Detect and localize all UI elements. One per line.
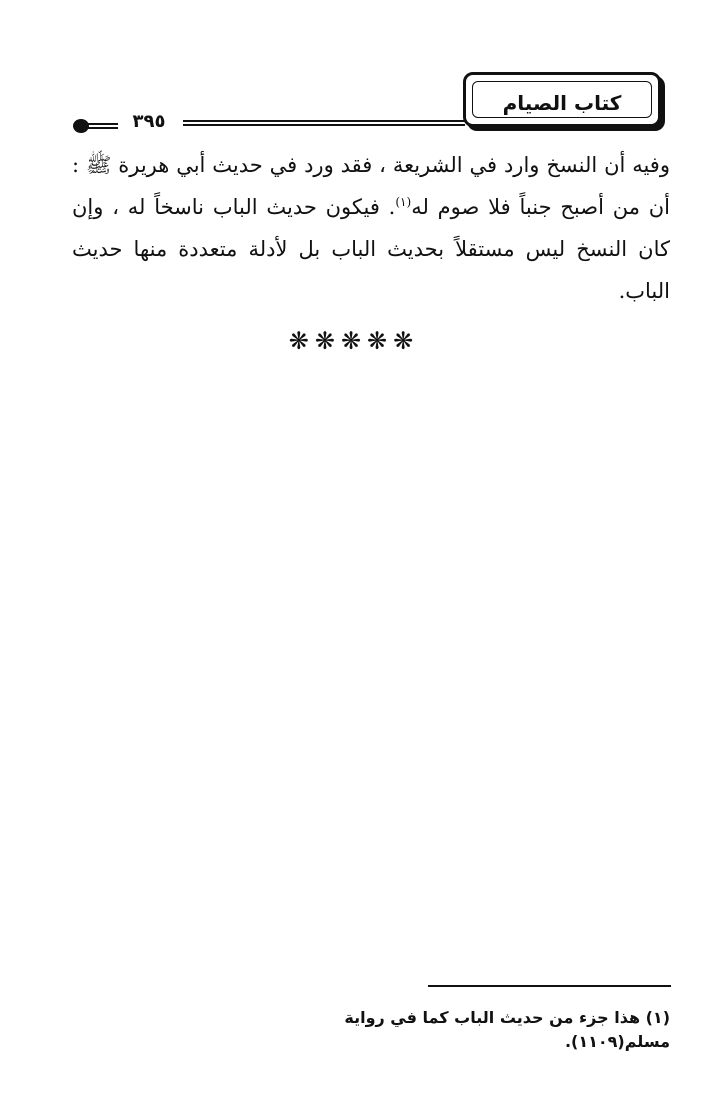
footnote-text: (١) هذا جزء من حديث الباب كما في رواية مسلم(١١٠٩).: [344, 1008, 670, 1051]
chapter-title: كتاب الصيام: [502, 90, 622, 115]
body-text-after-note: . فيكون حديث الباب ناسخاً له ، وإن كان النسخ ليس مستقلاً بحديث الباب بل لأدلة متعددة منها حديث الباب.: [72, 195, 670, 303]
header-rule: [183, 120, 465, 126]
section-separator-stars: ❋❋❋❋❋: [288, 327, 420, 355]
footnote-reference: (١): [395, 195, 412, 209]
footnote-rule: [428, 985, 671, 987]
chapter-header-box: [463, 72, 661, 127]
chapter-header-inner-frame: [472, 81, 652, 118]
body-paragraph: [72, 144, 670, 312]
page-number: ٣٩٥: [132, 111, 166, 132]
page-mark-dot: [73, 119, 89, 133]
body-text-before-note: وفيه أن النسخ وارد في الشريعة ، فقد ورد في حديث أبي هريرة ﷺ : أن من أصبح جنباً فلا صوم له: [72, 153, 670, 219]
